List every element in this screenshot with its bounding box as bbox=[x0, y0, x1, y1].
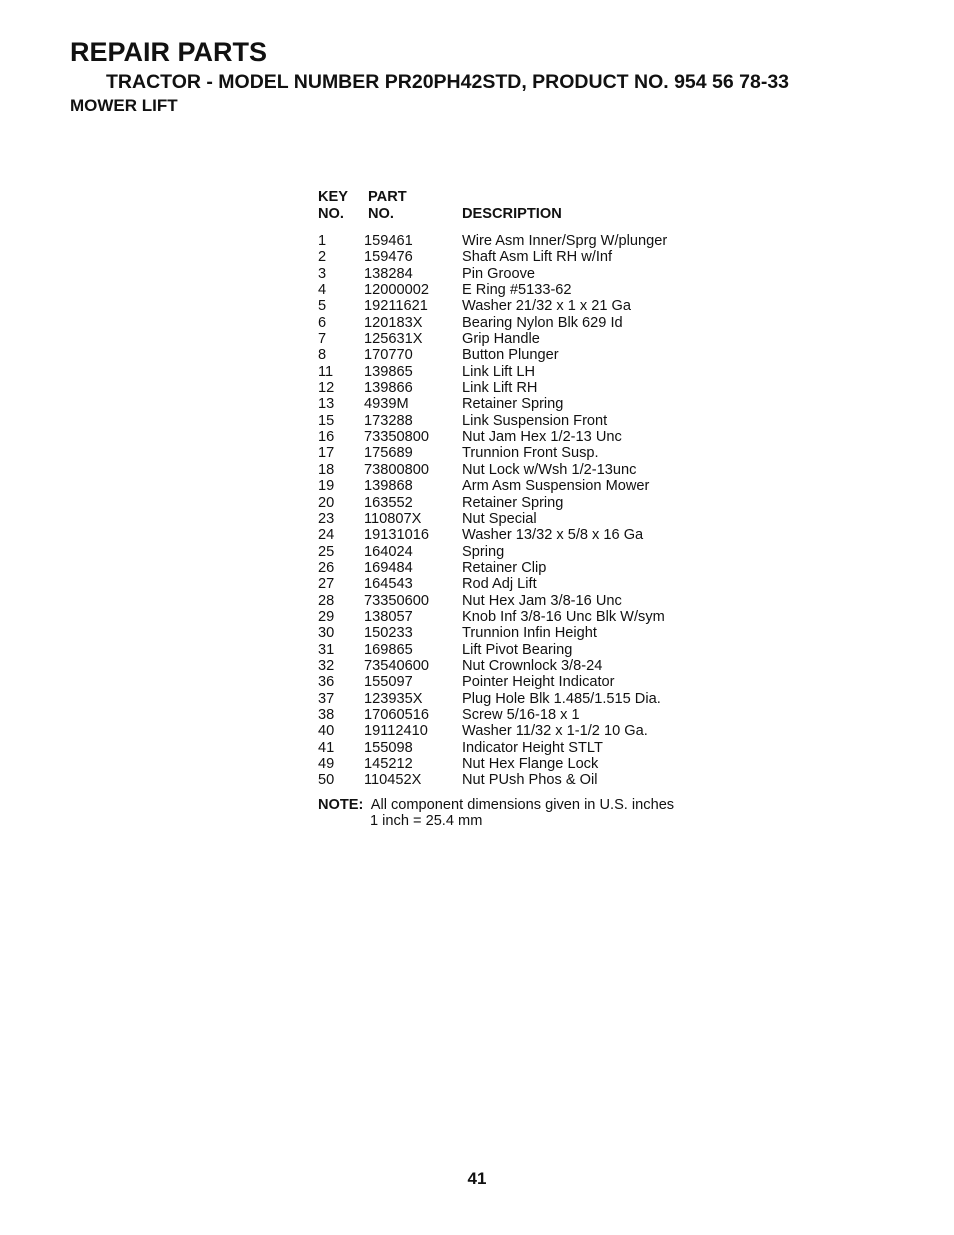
note-label: NOTE: bbox=[318, 797, 364, 813]
part-number-cell: 163552 bbox=[364, 494, 413, 511]
description-cell: Arm Asm Suspension Mower bbox=[462, 478, 650, 495]
note-block bbox=[318, 797, 674, 830]
description-cell: Wire Asm Inner/Sprg W/plunger bbox=[462, 233, 668, 249]
key-cell: 16 bbox=[318, 429, 335, 446]
part-number-cell: 73350600 bbox=[364, 592, 429, 609]
key-cell: 12 bbox=[318, 380, 335, 397]
description-cell: Washer 13/32 x 5/8 x 16 Ga bbox=[462, 527, 644, 544]
description-cell: Nut Special bbox=[462, 510, 537, 527]
key-cell: 50 bbox=[318, 772, 335, 789]
part-number-cell: 164543 bbox=[364, 576, 413, 593]
part-number-cell: 4939M bbox=[364, 396, 409, 413]
part-number-cell: 170770 bbox=[364, 347, 413, 364]
key-cell: 27 bbox=[318, 576, 335, 593]
description-cell: Rod Adj Lift bbox=[462, 576, 537, 593]
key-cell: 26 bbox=[318, 559, 335, 576]
key-header-line1: KEY bbox=[318, 189, 349, 205]
page-title: REPAIR PARTS bbox=[70, 37, 268, 67]
part-number-cell: 17060516 bbox=[364, 706, 429, 723]
part-number-cell: 169865 bbox=[364, 641, 413, 658]
description-cell: Link Lift LH bbox=[462, 363, 536, 380]
key-cell: 13 bbox=[318, 396, 335, 413]
description-cell: Pin Groove bbox=[462, 265, 536, 282]
part-number-cell: 139865 bbox=[364, 363, 413, 380]
page-number: 41 bbox=[467, 1169, 487, 1188]
description-cell: Trunnion Infin Height bbox=[462, 625, 597, 642]
description-cell: Nut Hex Flange Lock bbox=[462, 756, 599, 772]
key-cell: 31 bbox=[318, 641, 335, 658]
key-cell: 36 bbox=[318, 674, 335, 691]
key-cell: 19 bbox=[318, 478, 335, 495]
part-number-cell: 175689 bbox=[364, 445, 413, 462]
part-number-cell: 73800800 bbox=[364, 461, 429, 478]
key-cell: 32 bbox=[318, 657, 335, 674]
description-cell: Retainer Spring bbox=[462, 396, 564, 413]
key-cell: 38 bbox=[318, 706, 335, 723]
part-number-cell: 120183X bbox=[364, 314, 423, 331]
key-cell: 17 bbox=[318, 445, 335, 462]
key-cell: 49 bbox=[318, 756, 335, 772]
part-number-cell: 138057 bbox=[364, 608, 413, 625]
part-number-cell: 19211621 bbox=[364, 298, 428, 315]
part-number-cell: 139866 bbox=[364, 380, 413, 397]
description-cell: Indicator Height STLT bbox=[462, 739, 603, 756]
key-cell: 11 bbox=[318, 363, 334, 380]
description-cell: Nut Jam Hex 1/2-13 Unc bbox=[462, 429, 622, 446]
key-cell: 3 bbox=[318, 265, 327, 282]
description-cell: Nut Crownlock 3/8-24 bbox=[462, 657, 603, 674]
part-number-cell: 164024 bbox=[364, 543, 413, 560]
key-cell: 28 bbox=[318, 592, 335, 609]
part-number-cell: 19112410 bbox=[364, 723, 428, 740]
description-cell: Nut PUsh Phos & Oil bbox=[462, 772, 598, 789]
model-subtitle: TRACTOR - MODEL NUMBER PR20PH42STD, PRODUCT NO. 954 56 78-33 bbox=[106, 71, 790, 93]
description-cell: Washer 21/32 x 1 x 21 Ga bbox=[462, 298, 631, 315]
key-cell: 6 bbox=[318, 314, 327, 331]
key-cell: 40 bbox=[318, 723, 335, 740]
part-number-cell: 123935X bbox=[364, 690, 423, 707]
key-cell: 30 bbox=[318, 625, 335, 642]
key-cell: 25 bbox=[318, 543, 335, 560]
part-number-cell: 155098 bbox=[364, 739, 413, 756]
description-cell: Lift Pivot Bearing bbox=[462, 641, 573, 658]
part-number-cell: 173288 bbox=[364, 412, 413, 429]
description-cell: Nut Hex Jam 3/8-16 Unc bbox=[462, 592, 622, 609]
part-number-cell: 150233 bbox=[364, 625, 413, 642]
key-cell: 37 bbox=[318, 690, 335, 707]
part-header-line1: PART bbox=[368, 189, 407, 205]
description-cell: Grip Handle bbox=[462, 331, 540, 348]
part-number-cell: 19131016 bbox=[364, 527, 429, 544]
key-cell: 4 bbox=[318, 282, 327, 299]
section-heading: MOWER LIFT bbox=[70, 96, 178, 115]
part-number-cell: 159461 bbox=[364, 233, 413, 249]
part-number-cell: 139868 bbox=[364, 478, 413, 495]
part-number-cell: 73350800 bbox=[364, 429, 429, 446]
part-number-cell: 110452X bbox=[364, 772, 422, 789]
description-cell: Link Lift RH bbox=[462, 380, 538, 397]
part-number-cell: 138284 bbox=[364, 265, 413, 282]
description-header: DESCRIPTION bbox=[462, 206, 562, 222]
note-line2: 1 inch = 25.4 mm bbox=[370, 813, 483, 830]
key-cell: 8 bbox=[318, 347, 327, 364]
part-number-cell: 169484 bbox=[364, 559, 413, 576]
description-cell: Bearing Nylon Blk 629 Id bbox=[462, 314, 623, 331]
key-cell: 41 bbox=[318, 739, 335, 756]
description-cell: Retainer Clip bbox=[462, 559, 547, 576]
description-cell: Nut Lock w/Wsh 1/2-13unc bbox=[462, 461, 637, 478]
key-cell: 5 bbox=[318, 298, 327, 315]
key-cell: 2 bbox=[318, 249, 327, 266]
key-cell: 1 bbox=[318, 233, 327, 249]
part-number-cell: 73540600 bbox=[364, 657, 429, 674]
key-cell: 29 bbox=[318, 608, 335, 625]
key-cell: 23 bbox=[318, 510, 335, 527]
description-cell: Retainer Spring bbox=[462, 494, 564, 511]
description-cell: Trunnion Front Susp. bbox=[462, 445, 599, 462]
key-header-line2: NO. bbox=[318, 206, 344, 222]
description-cell: Link Suspension Front bbox=[462, 412, 608, 429]
part-number-cell: 125631X bbox=[364, 331, 423, 348]
part-number-cell: 12000002 bbox=[364, 282, 429, 299]
description-cell: Washer 11/32 x 1-1/2 10 Ga. bbox=[462, 723, 648, 740]
description-cell: Spring bbox=[462, 543, 505, 560]
description-cell: Plug Hole Blk 1.485/1.515 Dia. bbox=[462, 690, 661, 707]
part-number-cell: 159476 bbox=[364, 249, 413, 266]
description-cell: Button Plunger bbox=[462, 347, 559, 364]
part-number-cell: 155097 bbox=[364, 674, 413, 691]
description-cell: Shaft Asm Lift RH w/Inf bbox=[462, 249, 613, 266]
description-cell: Knob Inf 3/8-16 Unc Blk W/sym bbox=[462, 608, 665, 625]
description-cell: Screw 5/16-18 x 1 bbox=[462, 706, 580, 723]
part-header-line2: NO. bbox=[368, 206, 394, 222]
key-cell: 18 bbox=[318, 461, 335, 478]
note-line1: All component dimensions given in U.S. inches bbox=[370, 797, 675, 813]
part-number-cell: 145212 bbox=[364, 756, 413, 772]
part-number-cell: 110807X bbox=[364, 510, 422, 527]
description-cell: E Ring #5133-62 bbox=[462, 282, 572, 299]
key-cell: 15 bbox=[318, 412, 335, 429]
key-cell: 7 bbox=[318, 331, 327, 348]
description-cell: Pointer Height Indicator bbox=[462, 674, 615, 691]
key-cell: 20 bbox=[318, 494, 335, 511]
key-cell: 24 bbox=[318, 527, 335, 544]
